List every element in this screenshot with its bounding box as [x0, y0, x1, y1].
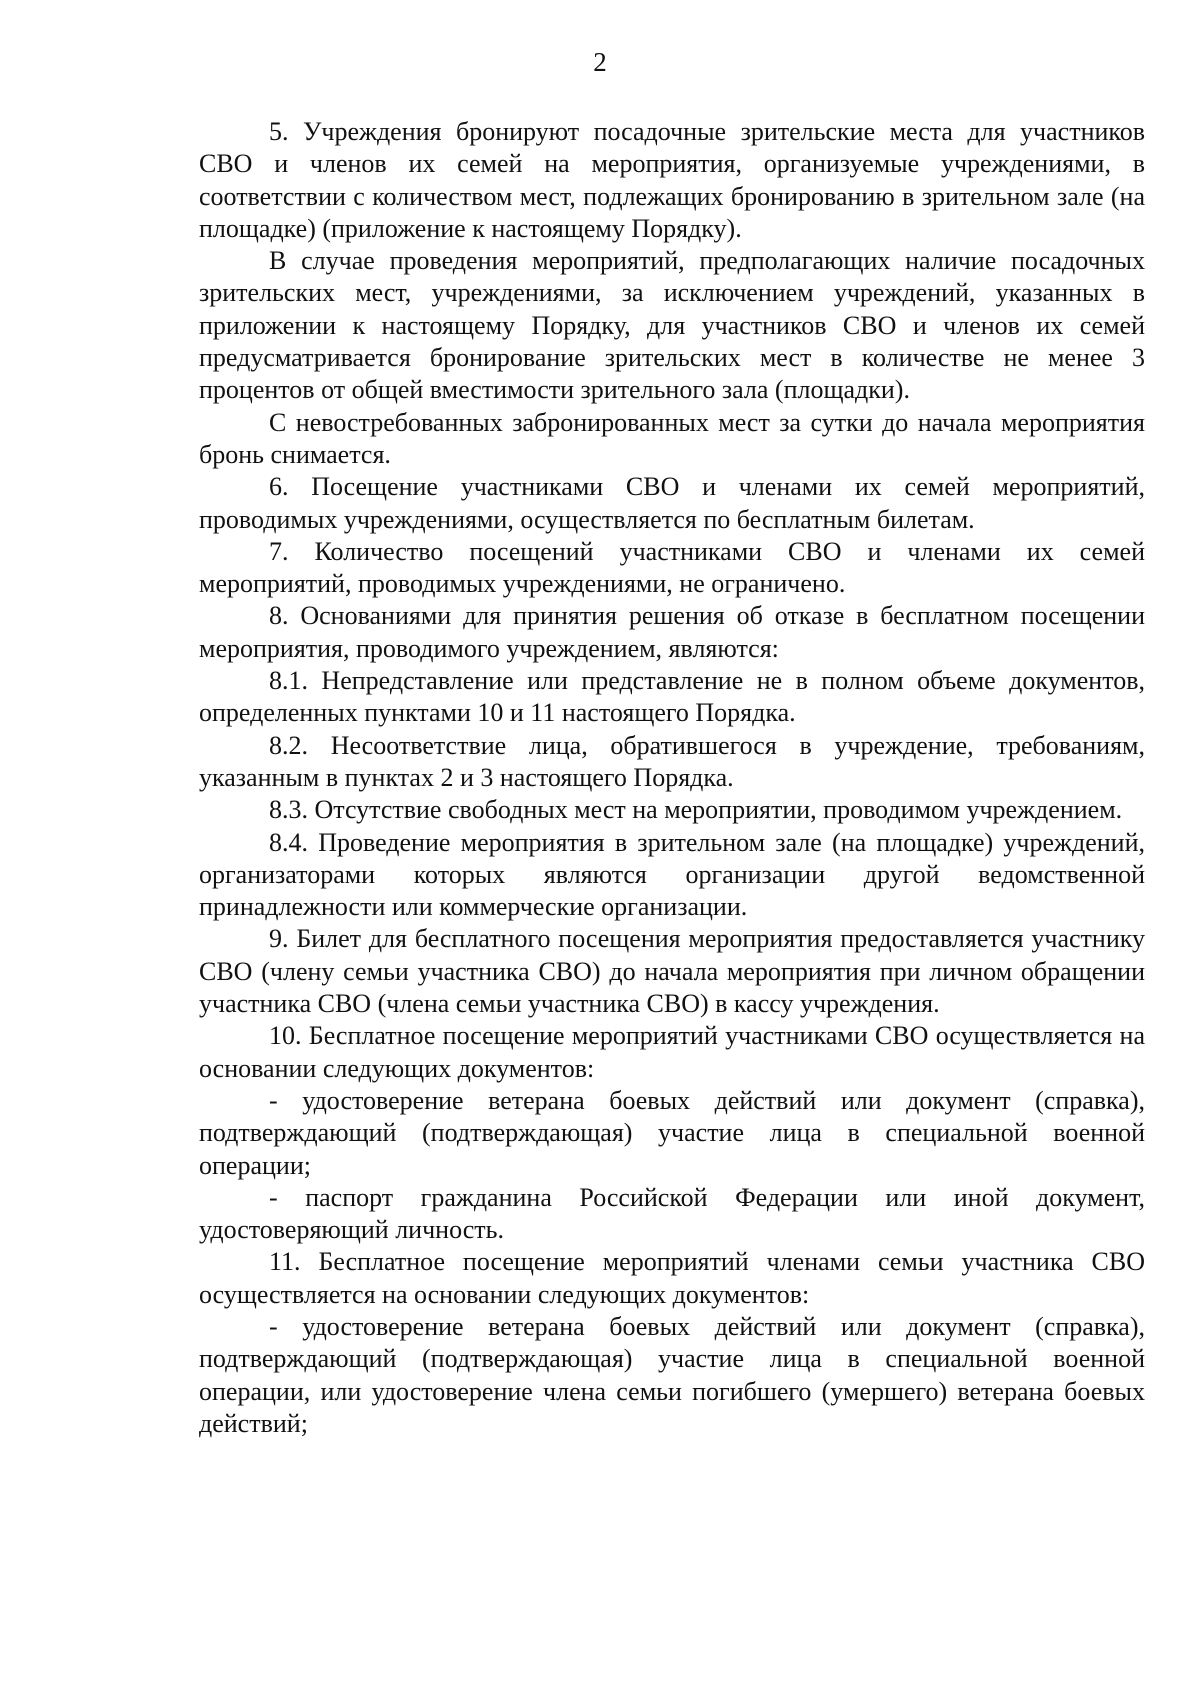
paragraph-10-item-1: - удостоверение ветерана боевых действий или документ (справка), подтверждающий (подтверждающая) участие лица в специальной военной операции; — [199, 1085, 1145, 1180]
paragraph-10-item-2: - паспорт гражданина Российской Федерации или иной документ, удостоверяющий личность. — [199, 1182, 1145, 1245]
paragraph-8: 8. Основаниями для принятия решения об отказе в бесплатном посещении мероприятия, проводимого учреждением, являются: — [199, 601, 1145, 663]
paragraph-11-item-1: - удостоверение ветерана боевых действий или документ (справка), подтверждающий (подтверждающая) участие лица в специальной военной операции, или удостоверение члена семьи погибшего (умершего) ветерана боевых действий; — [199, 1311, 1145, 1438]
paragraph-8-1: 8.1. Непредставление или представление не в полном объеме документов, определенных пунктами 10 и 11 настоящего Порядка. — [199, 666, 1145, 728]
document-body — [199, 116, 1145, 1440]
paragraph-5: 5. Учреждения бронируют посадочные зрительские места для участников СВО и членов их семей на мероприятия, организуемые учреждениями, в соответствии с количеством мест, подлежащих бронированию в зрительном зале (на площадке) (приложение к настоящему Порядку). — [199, 117, 1145, 243]
paragraph-6: 6. Посещение участниками СВО и членами их семей мероприятий, проводимых учреждениями, осуществляется по бесплатным билетам. — [199, 472, 1145, 534]
paragraph-9: 9. Билет для бесплатного посещения мероприятия предоставляется участнику СВО (члену семьи участника СВО) до начала мероприятия при личном обращении участника СВО (члена семьи участника СВО) в кассу учреждения. — [199, 924, 1145, 1019]
paragraph-7: 7. Количество посещений участниками СВО и членами их семей мероприятий, проводимых учреждениями, не ограничено. — [199, 536, 1145, 599]
paragraph-8-4: 8.4. Проведение мероприятия в зрительном зале (на площадке) учреждений, организаторами которых являются организации другой ведомственной принадлежности или коммерческие организации. — [199, 827, 1145, 922]
paragraph-8-2: 8.2. Несоответствие лица, обратившегося в учреждение, требованиям, указанным в пунктах 2 и 3 настоящего Порядка. — [199, 730, 1145, 792]
paragraph-11: 11. Бесплатное посещение мероприятий членами семьи участника СВО осуществляется на основании следующих документов: — [199, 1247, 1145, 1309]
page-number: 2 — [593, 47, 607, 77]
paragraph-5-booking-release: С невостребованных забронированных мест за сутки до начала мероприятия бронь снимается. — [199, 407, 1145, 469]
paragraph-10: 10. Бесплатное посещение мероприятий участниками СВО осуществляется на основании следующих документов: — [199, 1021, 1145, 1083]
paragraph-5-booking-share: В случае проведения мероприятий, предполагающих наличие посадочных зрительских мест, учреждениями, за исключением учреждений, указанных в приложении к настоящему Порядку, для участников СВО и членов их семей предусматривается бронирование зрительских мест в количестве не менее 3 процентов от общей вместимости зрительного зала (площадки). — [199, 246, 1145, 405]
paragraph-8-3: 8.3. Отсутствие свободных мест на мероприятии, проводимом учреждением. — [269, 795, 1123, 825]
